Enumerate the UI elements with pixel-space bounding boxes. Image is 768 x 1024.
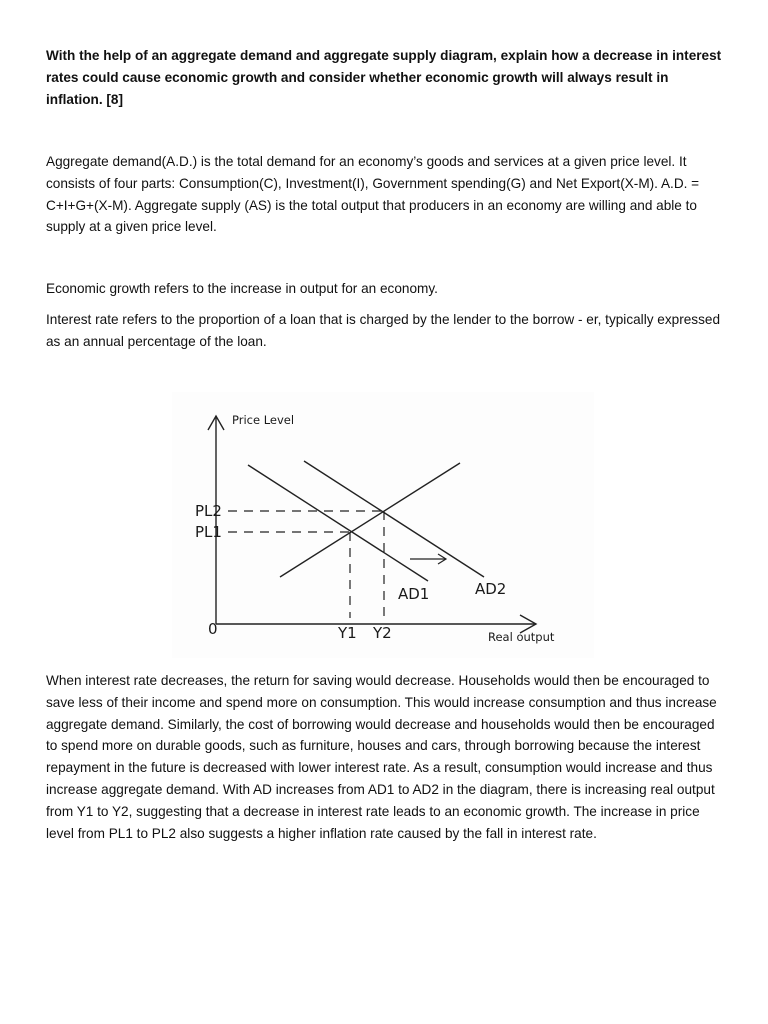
x-axis-label: Real output <box>488 630 555 644</box>
y1-label: Y1 <box>338 624 357 642</box>
paragraph-explanation: When interest rate decreases, the return for saving would decrease. Households would then be encouraged to save less of their income and spend more on consumption. This would increase consumption and thus increase aggregate demand. Similarly, the cost of borrowing would decrease and households would then be encouraged to spend more on durable goods, such as furniture, houses and cars, through borrowing because the interest repayment in the future is decreased with lower interest rate. As a result, consumption would increase and thus increase aggregate demand. With AD increases from AD1 to AD2 in the diagram, there is increasing real output from Y1 to Y2, suggesting that a decrease in interest rate leads to an economic growth. The increase in price level from PL1 to PL2 also suggests a higher inflation rate caused by the fall in interest rate. <box>46 673 717 841</box>
essay-question: With the help of an aggregate demand and aggregate supply diagram, explain how a decrease in interest rates could cause economic growth and consider whether economic growth will always result in inflation. [8] <box>46 48 722 107</box>
ad-as-diagram <box>172 392 594 658</box>
y-axis-label: Price Level <box>232 413 295 427</box>
ad1-label: AD1 <box>398 585 430 603</box>
y2-label: Y2 <box>373 624 392 642</box>
paragraph-interest-definition: Interest rate refers to the proportion of a loan that is charged by the lender to the borrow - er, typically expressed as an annual percentage of the loan. <box>46 312 721 349</box>
ad2-label: AD2 <box>475 580 507 598</box>
paragraph-ad-as-definition: Aggregate demand(A.D.) is the total demand for an economy’s goods and services at a given price level. It consists of four parts: Consumption(C), Investment(I), Government spending(G) and Net Export(X-M). A.D. = C+I+G+(X-M). Aggregate supply (AS) is the total output that producers in an economy are willing and able to supply at a given price level. <box>46 154 700 235</box>
origin-label: 0 <box>208 620 218 638</box>
pl1-label: PL1 <box>195 523 222 541</box>
as-curve <box>280 463 460 577</box>
paragraph-growth-definition: Economic growth refers to the increase in output for an economy. <box>46 281 438 296</box>
pl2-label: PL2 <box>195 502 222 520</box>
